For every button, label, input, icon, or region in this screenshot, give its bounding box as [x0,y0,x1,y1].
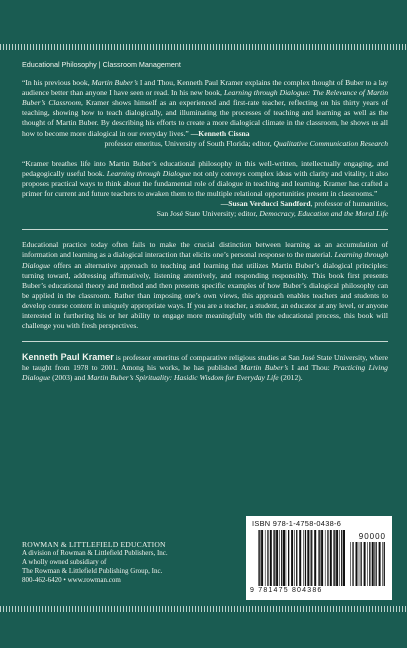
isbn-label: ISBN 978-1-4758-0438-6 [252,519,342,528]
blurb-quote-1 [22,78,388,149]
quote-2-attribution-role-1: , professor of humanities, [310,199,388,209]
barcode-digits: 9 781475 804386 [250,587,323,594]
section-divider-1 [22,229,388,230]
barcode-bars-icon [258,530,346,586]
back-cover-content [22,60,388,383]
blurb-quote-2 [22,159,388,220]
quote-2-attribution-work: Democracy, Education and the Moral Life [259,209,388,219]
publisher-line-3: The Rowman & Littlefield Publishing Group, Inc. [22,567,163,575]
quote-2-attribution-name: —Susan Verducci Sandford [220,199,311,209]
quote-1-text: “In his previous book, Martin Buber’s I and Thou, Kenneth Paul Kramer explains the complex thought of Buber to a lay audience better than anyone I have seen or read. In his new book, Learning through Dialogue: The Relevance of Martin Buber’s Classroom, Kramer shows himself as an experienced and first-rate teacher, reflecting on his thirty years of teaching, showing how to teach dialogically, and illuminating the processes of teaching and learning as well as the thought of Martin Buber. By describing his efforts to create a more dialogical climate in the classroom, he shows us all how to become more dialogical in our everyday lives.” [22,78,388,138]
price-barcode-bars-icon [350,542,386,586]
bottom-stripe-border [0,606,407,612]
author-bio-text: is professor emeritus of comparative religious studies at San José State University, where he taught from 1978 to 2001. Among his works, he has published Martin Buber’s I and Thou: Practicing Living Dialogue (2003) and Martin Buber’s Spirituality: Hasidic Wisdom for Everyday Life (2012). [22,353,388,383]
publisher-name: ROWMAN & LITTLEFIELD EDUCATION [22,540,166,549]
italic-title: Learning through Dialogue [106,168,191,178]
top-stripe-border [0,44,407,50]
italic-title: Martin Buber’s [240,363,289,373]
author-name: Kenneth Paul Kramer [22,352,114,363]
italic-title: Learning through Dialogue: The Relevance of Martin Buber’s Classroom [22,88,388,108]
quote-1-attribution-work: Qualitative Communication Research [273,138,388,148]
publisher-info [22,540,222,585]
isbn-barcode [246,516,392,600]
quote-2-attribution-line-2 [22,209,388,219]
quote-2-attribution-role-2: San José State University; editor, [156,209,260,219]
book-description: Educational practice today often fails to make the crucial distinction between learning as an accumulation of information and learning as a dialogical interaction that elicits one’s personal response to the material. Learning through Dialogue offers an alternative approach to teaching and learning that utilizes Martin Buber’s dialogical principles: turning toward, addressing affirmatively, listening attentively, and responding responsibly. This book first presents Buber’s educational theory and method and then presents specific examples of how Buber’s dialogical philosophy can be applied in the classroom. Rather than imposing one’s own views, this approach enables teachers and students to develop course content in uniquely appropriate ways. If you are a teacher, a student, an educator at any level, or anyone interested in furthering his or her ability to engage more meaningfully with the educational process, this book will challenge you with fresh perspectives. [22,240,388,331]
publisher-line-1: A division of Rowman & Littlefield Publishers, Inc. [22,549,168,557]
quote-2-attribution-line-1 [22,199,388,209]
author-bio [22,352,388,383]
quote-1-attribution-name: —Kenneth Cissna [190,128,250,138]
category-label: Educational Philosophy | Classroom Management [22,60,181,69]
publisher-line-2: A wholly owned subsidiary of [22,558,107,566]
italic-title: Learning through Dialogue [22,250,388,270]
italic-title: Martin Buber’s [91,78,138,88]
italic-title: Practicing Living Dialogue [22,363,388,383]
quote-1-attribution [22,139,388,149]
section-divider-2 [22,341,388,342]
publisher-contact: 800-462-6420 • www.rowman.com [22,576,121,584]
italic-title: Martin Buber’s Spirituality: Hasidic Wisdom for Everyday Life [87,373,279,383]
price-code: 90000 [358,532,386,541]
quote-1-attribution-role: professor emeritus, University of South Florida; editor, [104,138,274,148]
quote-2-text: “Kramer breathes life into Martin Buber’s educational philosophy in this well-written, intellectually engaging, and pedagogically useful book. Learning through Dialogue not only conveys complex ideas with clarity and vitality, it also proposes practical ways to think about the fundamental role of dialogue in teaching and learning. Kramer has crafted a primer for current and future teachers to awaken them to the multiple relational opportunities present in classrooms.” [22,158,388,199]
